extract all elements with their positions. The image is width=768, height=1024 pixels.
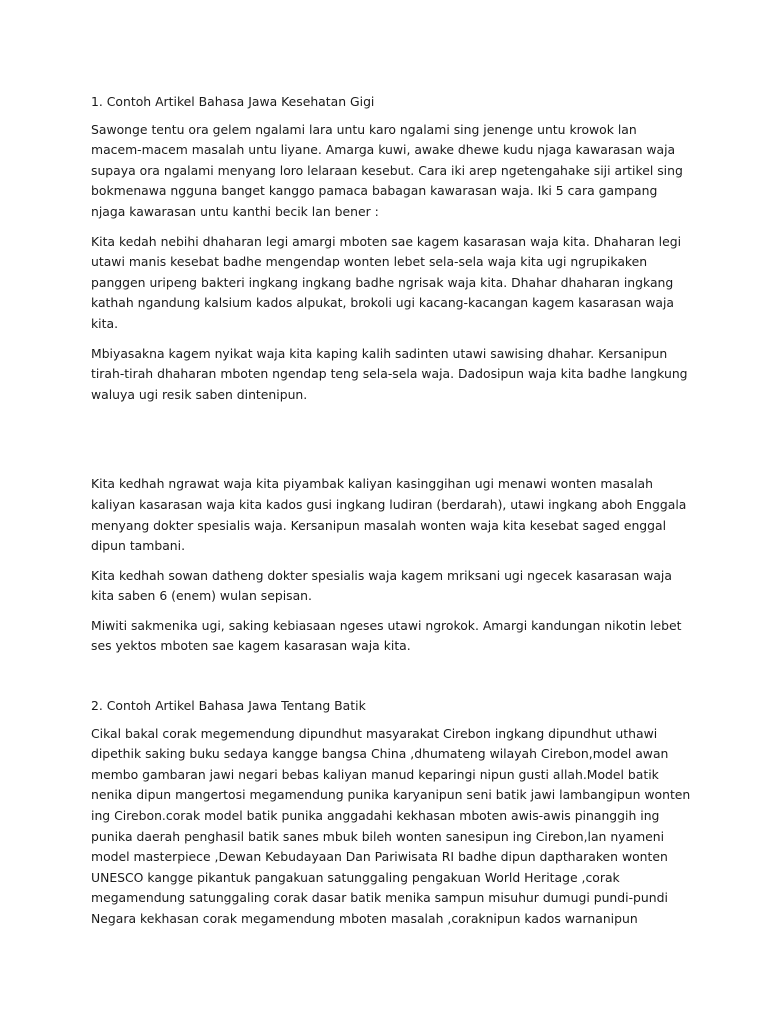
blank-space xyxy=(91,414,691,474)
section-1-paragraph-6: Miwiti sakmenika ugi, saking kebiasaan ngeses utawi ngrokok. Amargi kandungan nikotin lebet ses yektos mboten sae kagem kasarasan waja kita. xyxy=(91,617,682,654)
section-1-paragraph-5: Kita kedhah sowan datheng dokter spesialis waja kagem mriksani ugi ngecek kasarasan waja kita saben 6 (enem) wulan sepisan. xyxy=(91,567,672,604)
section-2-paragraph-1: Cikal bakal corak megemendung dipundhut masyarakat Cirebon ingkang dipundhut uthawi dipethik saking buku sedaya kangge bangsa China ,dhumateng wilayah Cirebon,model awan membo gambaran jawi negari bebas kaliyan manud keparingi nipun gusti allah.Model batik nenika dipun mangertosi megamendung punika karyanipun seni batik jawi lambangipun wonten ing Cirebon.corak model batik punika anggadahi kekhasan mboten awis-awis pinanggih ing punika daerah penghasil batik sanes mbuk bileh wonten sanesipun ing Cirebon,lan nyameni model masterpiece ,Dewan Kebudayaan Dan Pariwisata RI badhe dipun daptharaken wonten UNESCO kangge pikantuk pangakuan satunggaling pengakuan World Heritage ,corak megamendung satunggaling corak dasar batik menika sampun misuhur dumugi pundi-pundi Negara kekhasan corak megamendung mboten masalah ,coraknipun kados warnanipun xyxy=(91,725,691,926)
section-2-heading: 2. Contoh Artikel Bahasa Jawa Tentang Batik xyxy=(91,698,366,714)
section-1-paragraph-2: Kita kedah nebihi dhaharan legi amargi mboten sae kagem kasarasan waja kita. Dhaharan legi utawi manis kesebat badhe mengendap wonten lebet sela-sela waja kita ugi ngrupikaken panggen uripeng bakteri ingkang ingkang badhe ngrisak waja kita. Dhahar dhaharan ingkang kathah ngandung kalsium kados alpukat, brokoli ugi kacang-kacangan kagem kasarasan waja kita. xyxy=(91,233,682,331)
section-1-paragraph-1: Sawonge tentu ora gelem ngalami lara untu karo ngalami sing jenenge untu krowok lan macem-macem masalah untu liyane. Amarga kuwi, awake dhewe kudu njaga kawarasan waja supaya ora ngalami menyang loro lelaraan kesebut. Cara iki arep ngetengahake siji artikel sing bokmenawa ngguna banget kanggo pamaca babagan kawarasan waja. Iki 5 cara gampang njaga kawarasan untu kanthi becik lan bener : xyxy=(91,121,683,219)
section-1-paragraph-3: Mbiyasakna kagem nyikat waja kita kaping kalih sadinten utawi sawising dhahar. Kersanipun tirah-tirah dhaharan mboten ngendap teng sela-sela waja. Dadosipun waja kita badhe langkung waluya ugi resik saben dintenipun. xyxy=(91,345,688,402)
section-1-heading: 1. Contoh Artikel Bahasa Jawa Kesehatan Gigi xyxy=(91,94,375,109)
section-1-paragraph-4: Kita kedhah ngrawat waja kita piyambak kaliyan kasinggihan ugi menawi wonten masalah kaliyan kasarasan waja kita kados gusi ingkang ludiran (berdarah), utawi ingkang aboh Enggala menyang dokter spesialis waja. Kersanipun masalah wonten waja kita kesebat saged enggal dipun tambani. xyxy=(91,476,687,554)
blank-space xyxy=(91,666,691,696)
document-page xyxy=(91,92,691,939)
